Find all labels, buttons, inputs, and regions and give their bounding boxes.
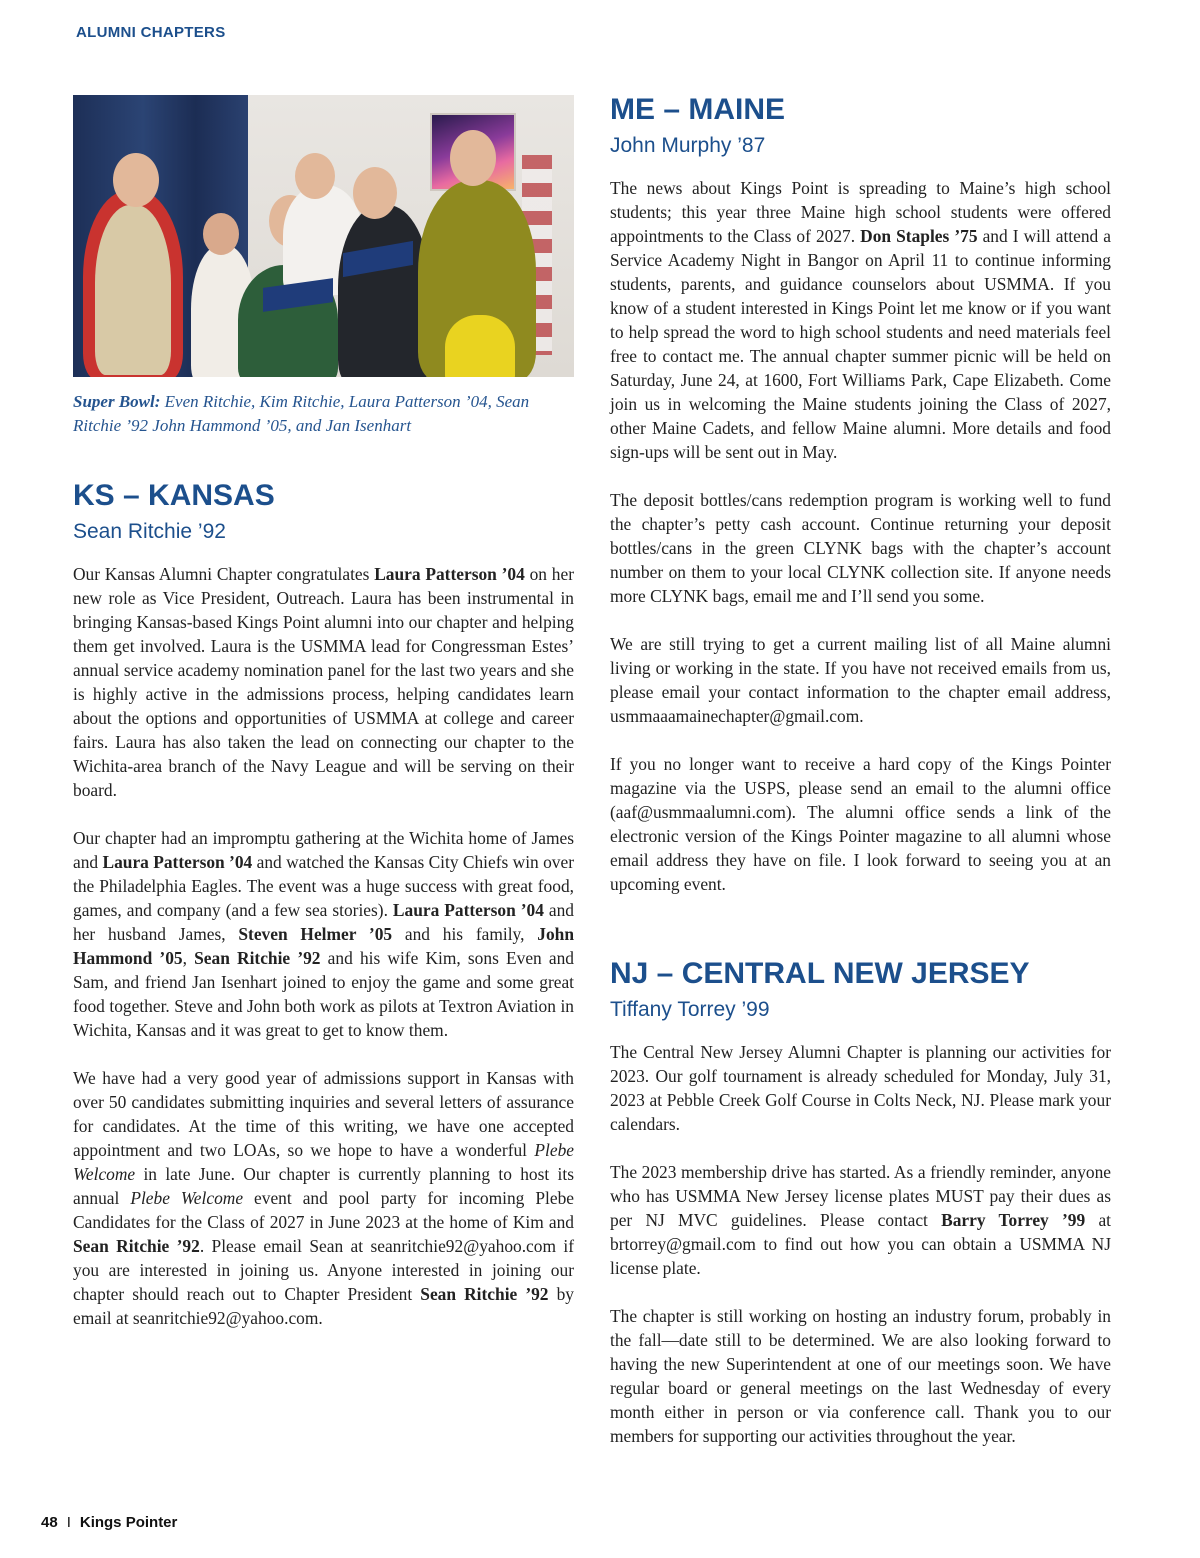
left-column	[73, 95, 574, 1330]
nj-paragraph: The chapter is still working on hosting an industry forum, probably in the fall—date still to be determined. We are also looking forward to having the new Superintendent at one of our meetings soon. We have regular board or general meetings on the last Wednesday of every month either in person or via conference call. Thank you to our members for supporting our activities throughout the year.	[610, 1306, 1111, 1446]
maine-contact: John Murphy ’87	[610, 134, 766, 157]
nj-body	[610, 1040, 1111, 1448]
publication-name: Kings Pointer	[79, 1514, 178, 1531]
section-label: ALUMNI CHAPTERS	[76, 24, 226, 41]
kansas-paragraph: We have had a very good year of admissions support in Kansas with over 50 candidates submitting inquiries and several letters of assurance for candidates. At the time of this writing, we have one accepted appointment and two LOAs, so we hope to have a wonderful Plebe Welcome in late June. Our chapter is currently planning to host its annual Plebe Welcome event and pool party for incoming Plebe Candidates for the Class of 2027 in June 2023 at the home of Kim and Sean Ritchie ’92. Please email Sean at seanritchie92@yahoo.com if you are interested in joining us. Anyone interested in joining our chapter should reach out to Chapter President Sean Ritchie ’92 by email at seanritchie92@yahoo.com.	[73, 1068, 574, 1328]
kansas-contact: Sean Ritchie ’92	[73, 520, 226, 543]
page-number: 48	[41, 1514, 58, 1531]
maine-paragraph: We are still trying to get a current mailing list of all Maine alumni living or working in the state. If you have not received emails from us, please email your contact information to the chapter email address, usmmaaamainechapter@gmail.com.	[610, 634, 1111, 726]
nj-paragraph: The Central New Jersey Alumni Chapter is planning our activities for 2023. Our golf tournament is already scheduled for Monday, July 31, 2023 at Pebble Creek Golf Course in Colts Neck, NJ. Please mark your calendars.	[610, 1042, 1111, 1134]
chapter-photo	[73, 95, 574, 377]
photo-caption	[73, 390, 574, 438]
kansas-paragraph: Our Kansas Alumni Chapter congratulates Laura Patterson ’04 on her new role as Vice President, Outreach. Laura has been instrumental in bringing Kansas-based Kings Point alumni into our chapter and helping them get involved. Laura is the USMMA lead for Congressman Estes’ annual service academy nomination panel for the last two years and she is highly active in the admissions process, helping candidates learn about the options and opportunities of USMMA at college and career fairs. Laura has also taken the lead on connecting our chapter to the Wichita-area branch of the Navy League and will be serving on their board.	[73, 564, 574, 800]
maine-body	[610, 176, 1111, 896]
caption-lead: Super Bowl:	[73, 392, 161, 411]
kansas-heading: KS – KANSAS	[73, 479, 275, 512]
caption-text: Even Ritchie, Kim Ritchie, Laura Patterson ’04, Sean Ritchie ’92 John Hammond ’05, and Jan Isenhart	[73, 392, 530, 435]
nj-contact: Tiffany Torrey ’99	[610, 998, 770, 1021]
nj-paragraph: The 2023 membership drive has started. As a friendly reminder, anyone who has USMMA New Jersey license plates MUST pay their dues as per NJ MVC guidelines. Please contact Barry Torrey ’99 at brtorrey@gmail.com to find out how you can obtain a USMMA NJ license plate.	[610, 1162, 1111, 1278]
maine-heading: ME – MAINE	[610, 93, 786, 126]
maine-paragraph: The deposit bottles/cans redemption program is working well to fund the chapter’s petty cash account. Continue returning your deposit bottles/cans in the green CLYNK bags with the chapter’s account number on them to your local CLYNK collection site. If anyone needs more CLYNK bags, email me and I’ll send you some.	[610, 490, 1111, 606]
maine-paragraph: The news about Kings Point is spreading to Maine’s high school students; this year three Maine high school students were offered appointments to the Class of 2027. Don Staples ’75 and I will attend a Service Academy Night in Bangor on April 11 to continue informing students, parents, and guidance counselors about USMMA. If you know of a student interested in Kings Point let me know or if you want to help spread the word to high school students and need materials feel free to contact me. The annual chapter summer picnic will be held on Saturday, June 24, at 1600, Fort Williams Park, Cape Elizabeth. Come join us in welcoming the Maine students joining the Class of 2027, other Maine Cadets, and fellow Maine alumni. More details and food sign-ups will be sent out in May.	[610, 178, 1111, 462]
footer-separator: I	[66, 1514, 71, 1531]
kansas-body	[73, 562, 574, 1330]
right-column	[610, 92, 1111, 1448]
maine-paragraph: If you no longer want to receive a hard copy of the Kings Pointer magazine via the USPS, please send an email to the alumni office (aaf@usmmaalumni.com). The alumni office sends a link of the electronic version of the Kings Pointer magazine to all alumni whose email address they have on file. I look forward to seeing you at an upcoming event.	[610, 754, 1111, 894]
nj-heading: NJ – CENTRAL NEW JERSEY	[610, 957, 1030, 990]
page-footer	[41, 1514, 177, 1531]
kansas-paragraph: Our chapter had an impromptu gathering at the Wichita home of James and Laura Patterson ’04 and watched the Kansas City Chiefs win over the Philadelphia Eagles. The event was a huge success with great food, games, and company (and a few sea stories). Laura Patterson ’04 and her husband James, Steven Helmer ’05 and his family, John Hammond ’05, Sean Ritchie ’92 and his wife Kim, sons Even and Sam, and friend Jan Isenhart joined to enjoy the game and some great food together. Steve and John both work as pilots at Textron Aviation in Wichita, Kansas and it was great to get to know them.	[73, 828, 575, 1040]
